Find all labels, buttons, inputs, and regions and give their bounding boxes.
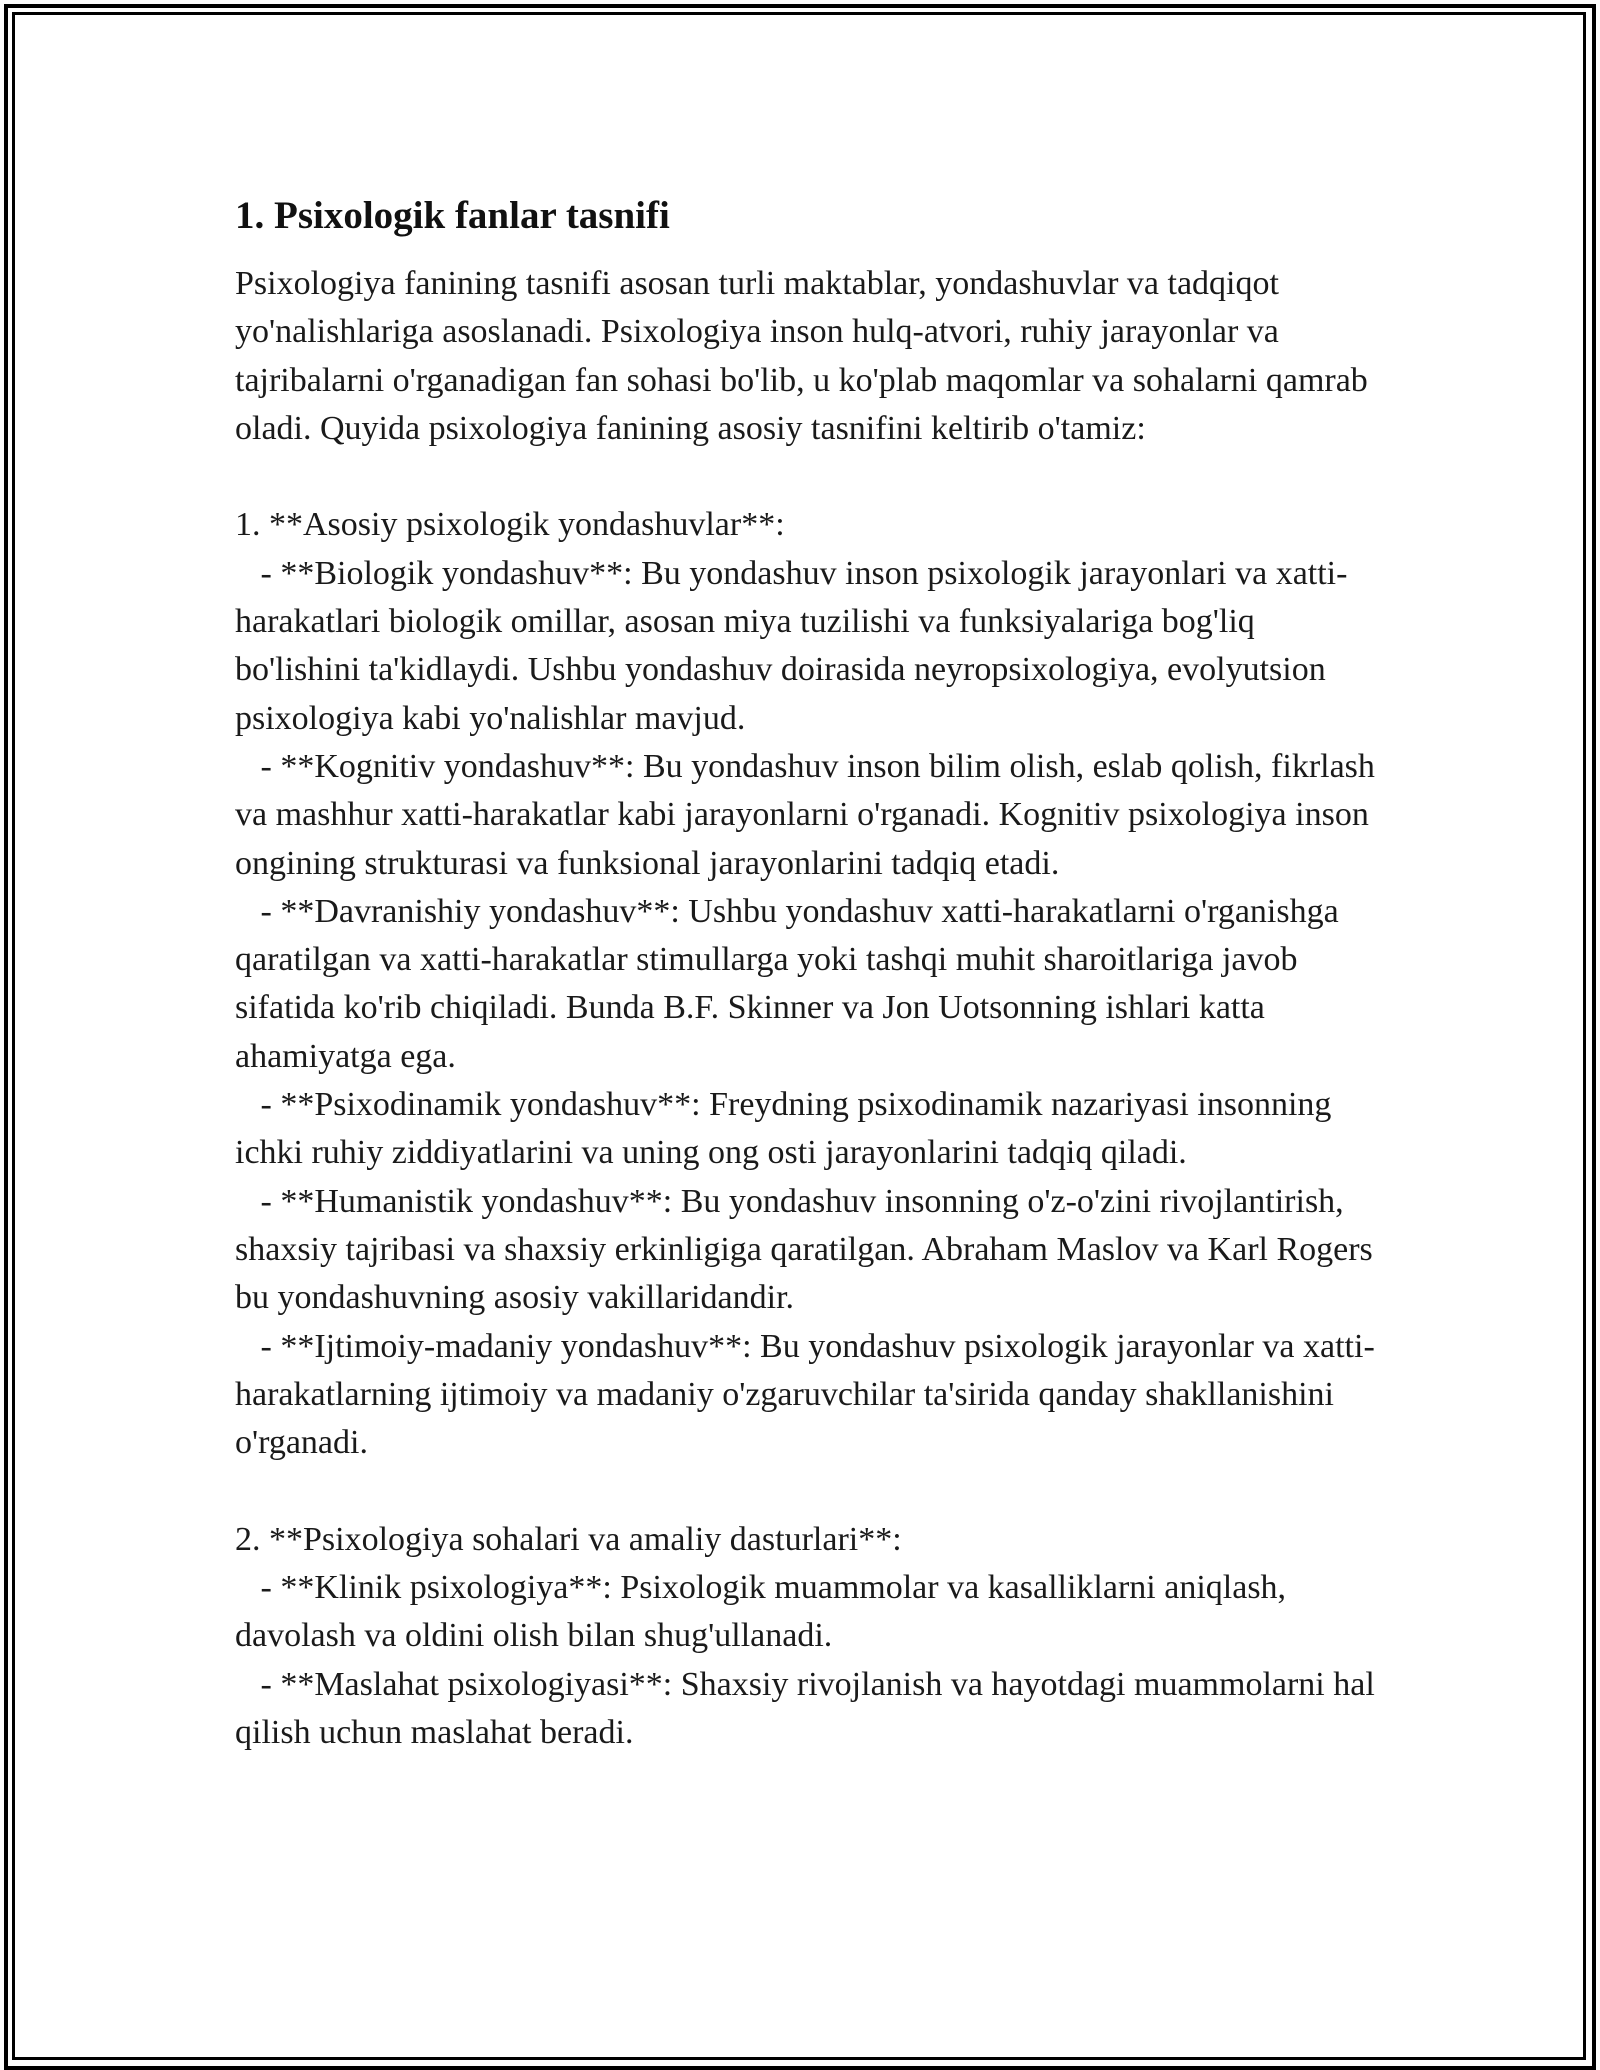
document-page [235, 190, 1375, 1757]
blank-line [235, 1467, 1375, 1515]
list-item: - **Biologik yondashuv**: Bu yondashuv inson psixologik jarayonlari va xatti-harakatlari biologik omillar, asosan miya tuzilishi va funksiyalariga bog'liq bo'lishini ta'kidlaydi. Ushbu yondashuv doirasida neyropsixologiya, evolyutsion psixologiya kabi yo'nalishlar mavjud. [235, 554, 1348, 737]
section-heading: 1. **Asosiy psixologik yondashuvlar**: [235, 506, 785, 544]
list-item: - **Kognitiv yondashuv**: Bu yondashuv inson bilim olish, eslab qolish, fikrlash va mashhur xatti-harakatlar kabi jarayonlarni o'rganadi. Kognitiv psixologiya inson ongining strukturasi va funksional jarayonlarini tadqiq etadi. [235, 747, 1375, 882]
document-title: 1. Psixologik fanlar tasnifi [235, 194, 670, 237]
list-item: - **Klinik psixologiya**: Psixologik muammolar va kasalliklarni aniqlash, davolash va oldini olish bilan shug'ullanadi. [235, 1569, 1287, 1655]
list-item: - **Humanistik yondashuv**: Bu yondashuv insonning o'z-o'zini rivojlantirish, shaxsiy tajribasi va shaxsiy erkinligiga qaratilgan. Abraham Maslov va Karl Rogers bu yondashuvning asosiy vakillaridandir. [235, 1182, 1373, 1317]
blank-line [235, 453, 1375, 501]
list-item: - **Davranishiy yondashuv**: Ushbu yondashuv xatti-harakatlarni o'rganishga qaratilgan va xatti-harakatlar stimullarga yoki tashqi muhit sharoitlariga javob sifatida ko'rib chiqiladi. Bunda B.F. Skinner va Jon Uotsonning ishlari katta ahamiyatga ega. [235, 892, 1339, 1075]
list-item: - **Maslahat psixologiyasi**: Shaxsiy rivojlanish va hayotdagi muammolarni hal qilish uchun maslahat beradi. [235, 1665, 1375, 1751]
list-item: - **Psixodinamik yondashuv**: Freydning psixodinamik nazariyasi insonning ichki ruhiy ziddiyatlarini va uning ong osti jarayonlarini tadqiq qiladi. [235, 1086, 1332, 1172]
intro-paragraph: Psixologiya fanining tasnifi asosan turli maktablar, yondashuvlar va tadqiqot yo'nalishlariga asoslanadi. Psixologiya inson hulq-atvori, ruhiy jarayonlar va tajribalarni o'rganadigan fan sohasi bo'lib, u ko'plab maqomlar va sohalarni qamrab oladi. Quyida psixologiya fanining asosiy tasnifini keltirib o'tamiz: [235, 265, 1368, 447]
document-body [235, 260, 1375, 1757]
section-heading: 2. **Psixologiya sohalari va amaliy dasturlari**: [235, 1520, 902, 1558]
list-item: - **Ijtimoiy-madaniy yondashuv**: Bu yondashuv psixologik jarayonlar va xatti-harakatlarning ijtimoiy va madaniy o'zgaruvchilar ta'sirida qanday shakllanishini o'rganadi. [235, 1327, 1375, 1462]
